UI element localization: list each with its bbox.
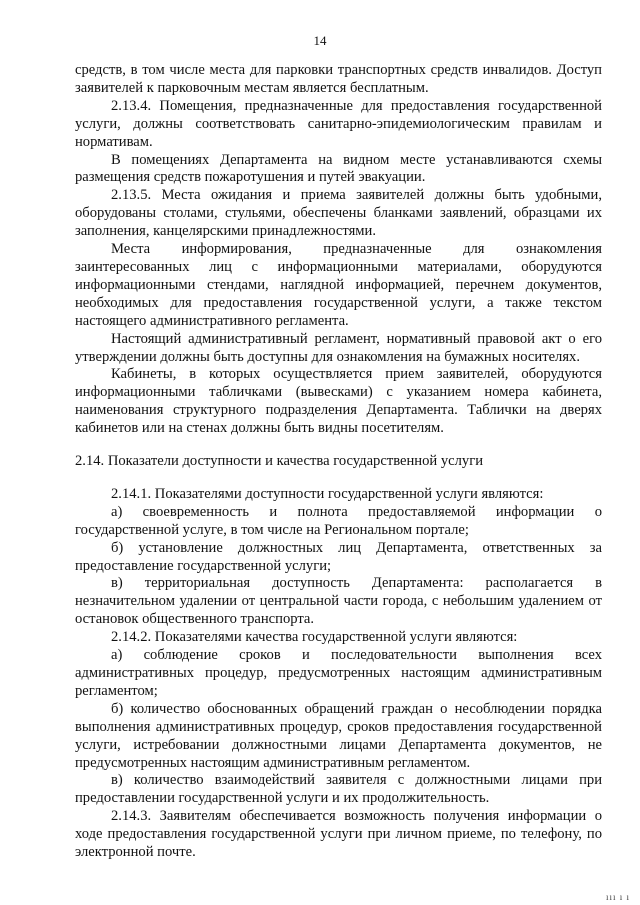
paragraph: 2.13.5. Места ожидания и приема заявителей должны быть удобными, оборудованы столами, стульями, обеспечены бланками заявлений, образцами их заполнения, канцелярскими принадлежностями. (75, 187, 602, 240)
paragraph: В помещениях Департамента на видном месте устанавливаются схемы размещения средств пожаротушения и путей эвакуации. (75, 151, 602, 186)
paragraph: б) количество обоснованных обращений граждан о несоблюдении порядка выполнения административных процедур, сроков предоставления государственной услуги, истребовании должностными лицами Департамента документов, не предусмотренных настоящим административным регламентом. (75, 700, 602, 771)
paragraph: 2.13.4. Помещения, предназначенные для предоставления государственной услуги, должны соответствовать санитарно-эпидемиологическим правилам и нормативам. (75, 97, 602, 150)
document-body (75, 62, 602, 862)
paragraph: Места информирования, предназначенные для ознакомления заинтересованных лиц с информационными материалами, оборудуются информационными стендами, наглядной информацией, перечнем документов, необходимых для предоставления государственной услуги, а также текстом настоящего административного регламента. (75, 241, 602, 329)
paragraph: в) количество взаимодействий заявителя с должностными лицами при предоставлении государственной услуги и их продолжительность. (75, 772, 602, 807)
paragraphs-top (75, 62, 602, 438)
scan-edge-mark: ııı ı ı (605, 892, 630, 902)
paragraph: 2.14.1. Показателями доступности государственной услуги являются: (111, 485, 544, 502)
paragraphs-bottom (75, 486, 602, 862)
paragraph: в) территориальная доступность Департамента: располагается в незначительном удалении от центральной части города, с небольшим удалением от остановок общественного транспорта. (75, 575, 602, 628)
paragraph: а) соблюдение сроков и последовательности выполнения всех административных процедур, предусмотренных настоящим административным регламентом; (75, 647, 602, 699)
page-number: 14 (313, 33, 327, 48)
paragraph: 2.14.2. Показателями качества государственной услуги являются: (111, 629, 518, 646)
paragraph: средств, в том числе места для парковки транспортных средств инвалидов. Доступ заявителей к парковочным местам является бесплатным. (75, 62, 602, 96)
paragraph: Кабинеты, в которых осуществляется прием заявителей, оборудуются информационными табличками (вывесками) с указанием номера кабинета, наименования структурного подразделения Департамента. Таблички на дверях кабинетов или на стенах должны быть видны посетителям. (75, 366, 602, 437)
paragraph: 2.14.3. Заявителям обеспечивается возможность получения информации о ходе предоставления государственной услуги при личном приеме, по телефону, по электронной почте. (75, 808, 602, 861)
section-heading: 2.14. Показатели доступности и качества государственной услуги (75, 453, 484, 470)
paragraph: а) своевременность и полнота предоставляемой информации о государственной услуге, в том числе на Региональном портале; (75, 503, 602, 538)
paragraph: б) установление должностных лиц Департамента, ответственных за предоставление государственной услуги; (75, 539, 602, 574)
paragraph: Настоящий административный регламент, нормативный правовой акт о его утверждении должны быть доступны для ознакомления на бумажных носителях. (75, 330, 602, 365)
